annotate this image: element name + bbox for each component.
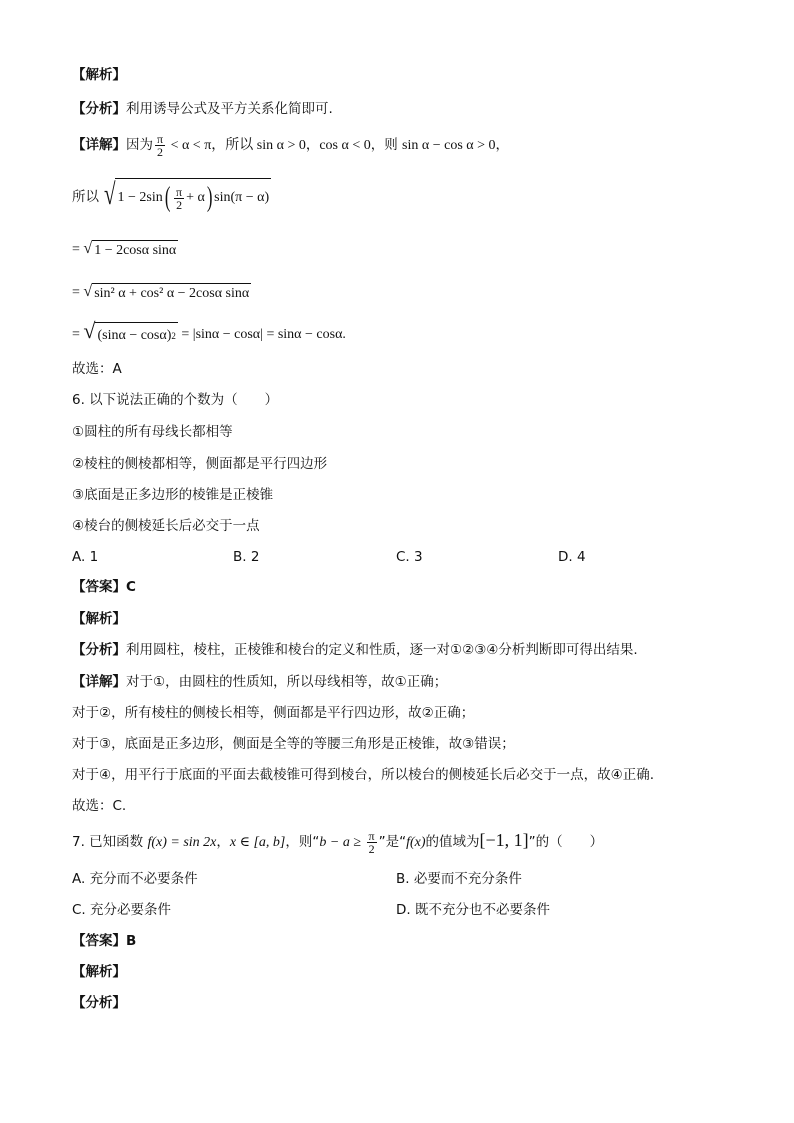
question-7-option-b: B. 必要而不充分条件 <box>396 871 522 887</box>
question-7-analysis-heading: 【解析】 <box>72 964 126 980</box>
difference-positive: sin α − cos α > 0 <box>402 138 496 153</box>
expression-line-2: = √ 1 − 2cosα sinα <box>72 240 177 258</box>
sin-positive: sin α > 0 <box>256 138 306 153</box>
detail-line <box>72 132 509 159</box>
question-6-stem: 6. 以下说法正确的个数为（ ） <box>72 392 279 408</box>
question-6-analysis-heading: 【解析】 <box>72 611 126 627</box>
question-7-analysis-tag: 【分析】 <box>72 995 126 1011</box>
condition-text: < α < π，所以 <box>167 138 257 153</box>
range-expression: [−1, 1] <box>479 830 529 850</box>
expression-line-3: = √ sin² α + cos² α − 2cosα sinα <box>72 283 250 301</box>
question-6-item-1: ①圆柱的所有母线长都相等 <box>72 424 233 440</box>
question-6-option-d: D. 4 <box>558 549 586 565</box>
question-6-detail-3: 对于③，底面是正多边形，侧面是全等的等腰三角形是正棱锥，故③错误； <box>72 736 515 752</box>
expression-line-4: = √ (sinα − cosα) 2 = |sinα − cosα| = sinα − cosα. <box>72 322 346 348</box>
question-6-detail-2: 对于②，所有棱柱的侧棱长相等，侧面都是平行四边形，故②正确； <box>72 705 475 721</box>
question-6-item-4: ④棱台的侧棱延长后必交于一点 <box>72 518 260 534</box>
question-7-option-a: A. 充分而不必要条件 <box>72 871 198 887</box>
question-6-option-b: B. 2 <box>233 549 260 565</box>
question-6-option-c: C. 3 <box>396 549 423 565</box>
question-7-stem: 7. 已知函数 f(x) = sin 2x，x ∈ [a, b]，则“b − a ≥ $\frac{\pi}{2}$ ”是“f(x)的值域为[−1, 1]”的（ ） <box>72 828 604 856</box>
fraction-pi-over-2: $\frac{\pi}{2}$ <box>157 131 164 159</box>
analysis-heading: 【解析】 <box>72 67 126 83</box>
question-6-analysis: 【分析】利用圆柱，棱柱，正棱锥和棱台的定义和性质，逐一对①②③④分析判断即可得出结果. <box>72 642 638 658</box>
comma: ， <box>495 137 510 153</box>
question-6-detail-1: 【详解】对于①，由圆柱的性质知，所以母线相等，故①正确； <box>72 674 448 690</box>
question-7-option-c: C. 充分必要条件 <box>72 902 172 918</box>
analysis-tag: 【分析】 <box>72 101 126 117</box>
question-7-option-d: D. 既不充分也不必要条件 <box>396 902 550 918</box>
therefore-text: 所以 <box>72 189 99 205</box>
expression-line-1 <box>72 178 271 216</box>
then-text: ，则 <box>370 137 403 153</box>
question-6-answer: 【答案】C <box>72 579 136 595</box>
analysis-line <box>72 100 333 118</box>
question-6-item-3: ③底面是正多边形的棱锥是正棱锥 <box>72 487 274 503</box>
fraction-pi-over-2: $\frac{\pi}{2}$ <box>368 828 375 856</box>
cos-negative: cos α < 0 <box>319 138 371 153</box>
detail-because: 因为 <box>126 137 153 153</box>
comma: ， <box>305 137 320 153</box>
question-6-option-a: A. 1 <box>72 549 99 565</box>
detail-tag: 【详解】 <box>72 137 126 153</box>
domain-expression: x ∈ [a, b] <box>229 835 286 850</box>
condition-expression: b − a ≥ <box>319 835 365 850</box>
analysis-text: 利用诱导公式及平方关系化简即可. <box>126 101 333 117</box>
sqrt-expression-1: √ 1 − 2sin ( $\frac{\pi}{2}$ + α ) sin(π − α) <box>99 178 271 216</box>
question-7-answer: 【答案】B <box>72 933 137 949</box>
question-6-item-2: ②棱柱的侧棱都相等，侧面都是平行四边形 <box>72 456 328 472</box>
function-expression: f(x) = sin 2x <box>147 835 217 850</box>
question-6-detail-4: 对于④，用平行于底面的平面去截棱锥可得到棱台，所以棱台的侧棱延长后必交于一点，故④正确. <box>72 767 654 783</box>
answer-line-5: 故选：A <box>72 361 122 377</box>
question-6-final: 故选：C. <box>72 798 127 814</box>
